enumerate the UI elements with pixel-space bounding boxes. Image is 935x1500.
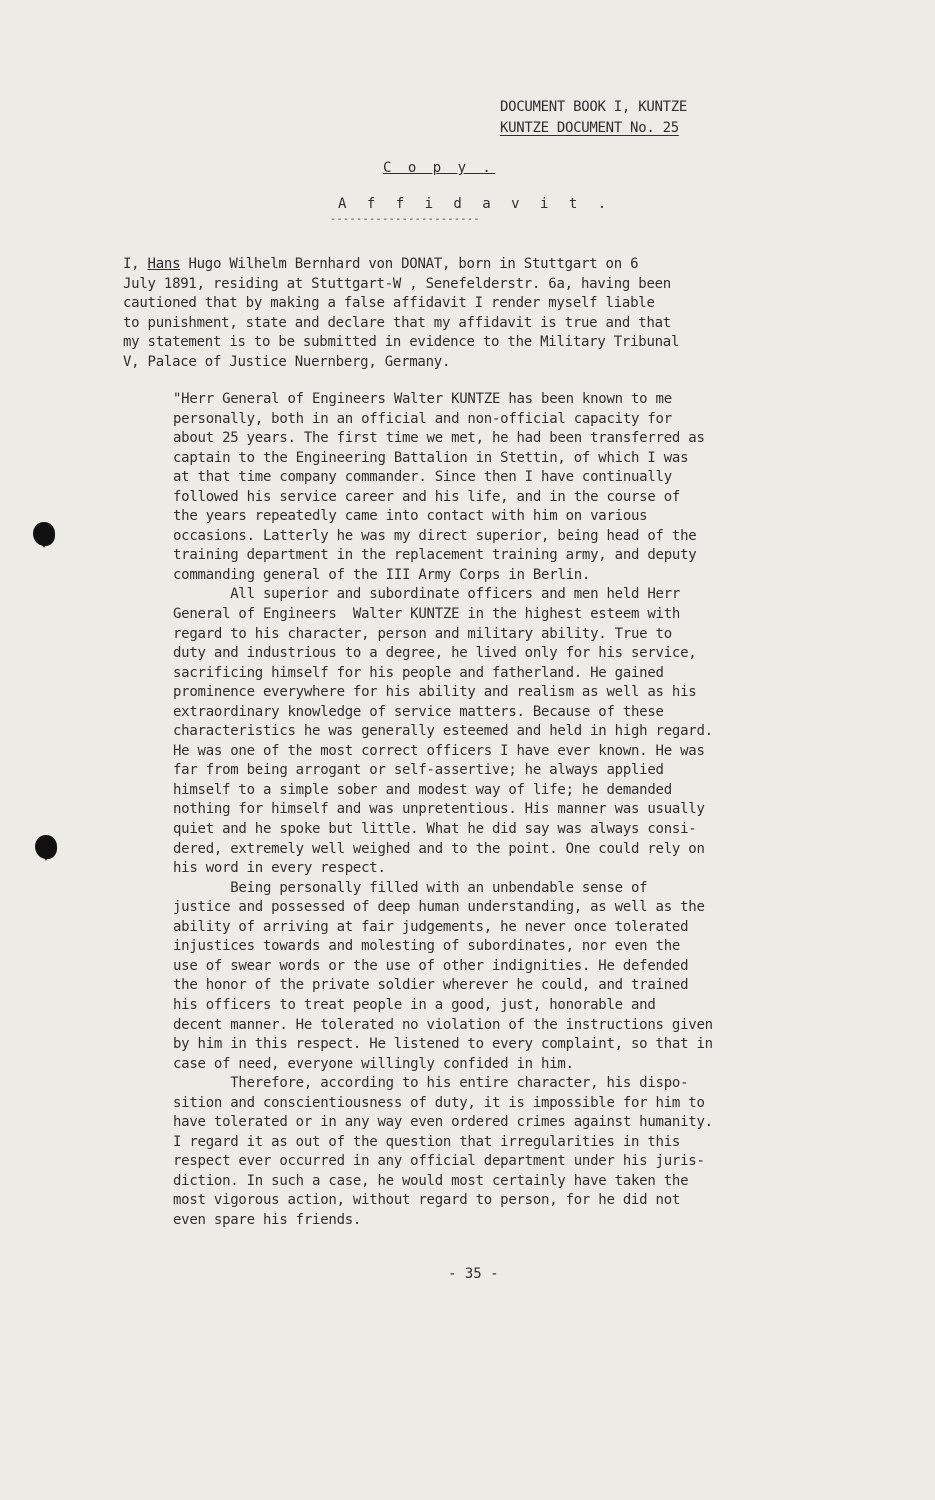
document-book-label: DOCUMENT BOOK I, KUNTZE	[500, 99, 687, 115]
title-rule: -----------------------	[330, 214, 480, 225]
document-title: A f f i d a v i t .	[338, 196, 613, 212]
intro-text: Hugo Wilhelm Bernhard von DONAT, born in Stuttgart on 6 July 1891, residing at Stuttgart-W , Senefelderstr. 6a, having been cautioned that by making a false affidavit I render myself liable to punishment, state and declare that my affidavit is true and that my statement is to be submitted in evidence to the Military Tribunal V, Palace of Justice Nuernberg, Germany.	[123, 256, 680, 370]
affiant-first-name: Hans	[147, 256, 181, 272]
intro-prefix: I,	[123, 256, 148, 272]
document-number-label: KUNTZE DOCUMENT No. 25	[500, 120, 679, 136]
copy-label: C o p y .	[383, 160, 495, 176]
page-number: - 35 -	[448, 1266, 499, 1282]
intro-paragraph	[123, 255, 813, 373]
document-header	[500, 97, 687, 139]
punch-hole-icon	[35, 835, 57, 859]
punch-hole-icon	[33, 522, 55, 546]
affidavit-body: "Herr General of Engineers Walter KUNTZE has been known to me personally, both in an official and non-official capacity for about 25 years. The first time we met, he had been transferred as captain to the Engineering Battalion in Stettin, of which I was at that time company commander. Since then I have continually followed his service career and his life, and in the course of the years repeatedly came into contact with him on various occasions. Latterly he was my direct superior, being head of the training department in the replacement training army, and deputy commanding general of the III Army Corps in Berlin. All superior and subordinate officers and men held Herr General of Engineers Walter KUNTZE in the highest esteem with regard to his character, person and military ability. True to duty and industrious to a degree, he lived only for his service, sacrificing himself for his people and fatherland. He gained prominence everywhere for his ability and realism as well as his extraordinary knowledge of service matters. Because of these characteristics he was generally esteemed and held in high regard. He was one of the most correct officers I have ever known. He was far from being arrogant or self-assertive; he always applied himself to a simple sober and modest way of life; he demanded nothing for himself and was unpretentious. His manner was usually quiet and he spoke but little. What he did say was always consi- dered, extremely well weighed and to the point. One could rely on his word in every respect. Being personally filled with an unbendable sense of justice and possessed of deep human understanding, as well as the ability of arriving at fair judgements, he never once tolerated injustices towards and molesting of subordinates, nor even the use of swear words or the use of other indignities. He defended the honor of the private soldier wherever he could, and trained his officers to treat people in a good, just, honorable and decent manner. He tolerated no violation of the instructions given by him in this respect. He listened to every complaint, so that in case of need, everyone willingly confided in him. Therefore, according to his entire character, his dispo- sition and conscientiousness of duty, it is impossible for him to have tolerated or in any way even ordered crimes against humanity. I regard it as out of the question that irregularities in this respect ever occurred in any official department under his juris- diction. In such a case, he would most certainly have taken the most vigorous action, without regard to person, for he did not even spare his friends.	[173, 391, 713, 1228]
